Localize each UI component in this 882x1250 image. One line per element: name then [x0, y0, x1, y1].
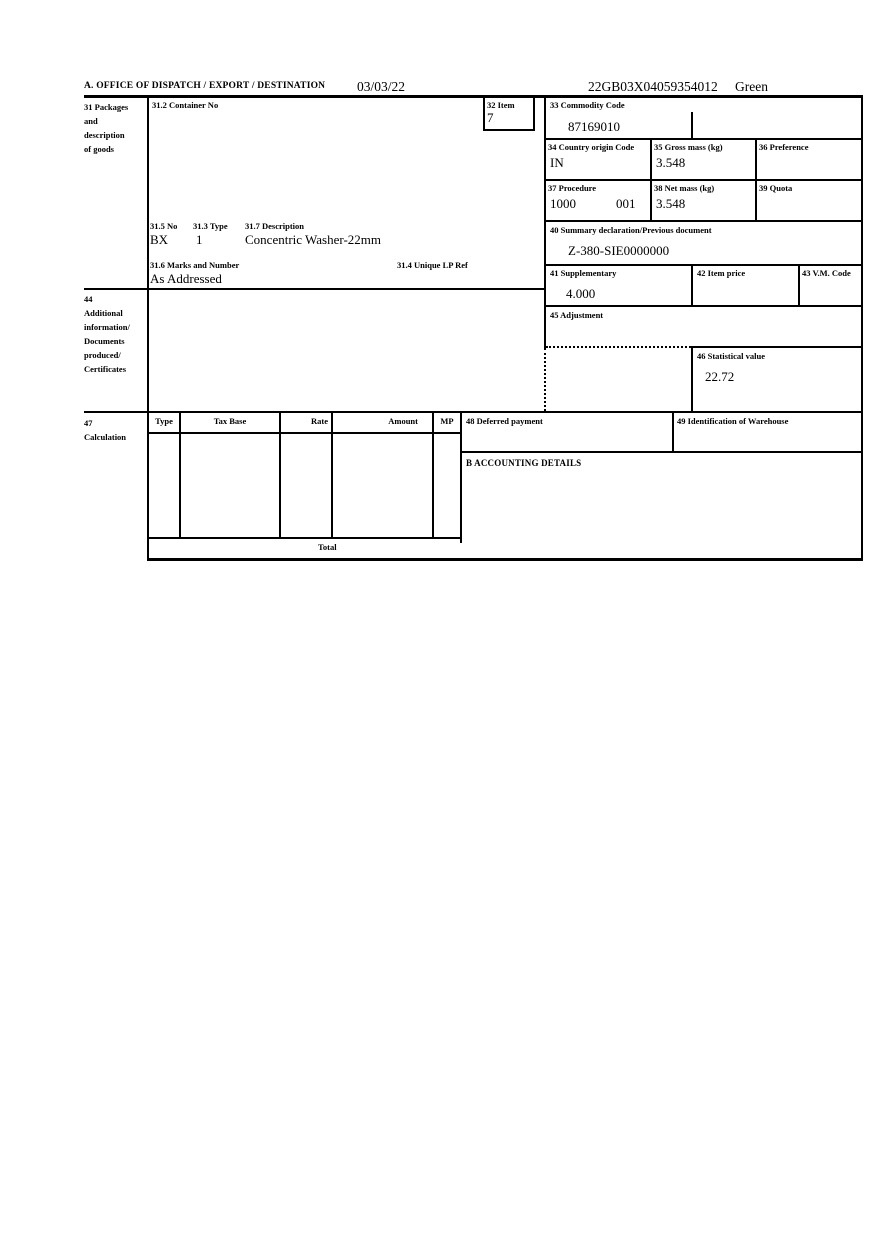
grid-line [691, 264, 693, 307]
box47-calculation-label: 47 Calculation [84, 418, 127, 442]
box31-6-marks-label: 31.6 Marks and Number [150, 260, 240, 270]
box35-gross-mass-label: 35 Gross mass (kg) [654, 142, 723, 152]
grid-line [755, 138, 757, 222]
box33-commodity-value: 87169010 [568, 119, 620, 134]
box31-4-lp-ref-label: 31.4 Unique LP Ref [397, 260, 468, 270]
box31-5-no-label: 31.5 No [150, 221, 178, 231]
grid-line [84, 411, 863, 413]
declaration-reference: 22GB03X04059354012 [588, 79, 718, 94]
calc-header-tax-base: Tax Base [213, 416, 247, 426]
box31-packages-label: 31 Packages and description of goods [84, 102, 129, 154]
box31-5-no-value: BX [150, 232, 169, 247]
box31-7-description-label: 31.7 Description [245, 221, 305, 231]
grid-line [533, 95, 535, 131]
grid-line [650, 138, 652, 222]
box38-net-mass-value: 3.548 [656, 196, 686, 211]
box32-item-value: 7 [487, 110, 494, 125]
grid-line [331, 411, 333, 539]
calc-total-label: Total [318, 542, 337, 552]
box31-3-type-value: 1 [196, 232, 203, 247]
box38-net-mass-label: 38 Net mass (kg) [654, 183, 715, 193]
grid-line [432, 411, 434, 539]
box31-2-container-label: 31.2 Container No [152, 100, 219, 110]
box49-warehouse-label: 49 Identification of Warehouse [677, 416, 789, 426]
grid-line [691, 346, 863, 348]
box43-vm-code-label: 43 V.M. Code [802, 268, 851, 278]
calc-header-type: Type [155, 416, 173, 426]
grid-line [544, 95, 546, 348]
box46-statistical-value-label: 46 Statistical value [697, 351, 765, 361]
box44-additional-info-label: 44 Additional information/ Documents produced/ Certificates [84, 294, 130, 374]
box40-summary-label: 40 Summary declaration/Previous document [550, 225, 712, 235]
box37-procedure-value: 1000 001 [550, 196, 636, 211]
box34-origin-value: IN [550, 155, 564, 170]
accounting-details-label: B ACCOUNTING DETAILS [466, 458, 582, 468]
box32-item-label: 32 Item [487, 100, 515, 110]
grid-line [148, 432, 462, 434]
box37-procedure-label: 37 Procedure [548, 183, 597, 193]
office-of-dispatch-title: A. OFFICE OF DISPATCH / EXPORT / DESTINATION [84, 81, 326, 91]
box39-quota-label: 39 Quota [759, 183, 793, 193]
grid-line [279, 411, 281, 539]
calc-header-mp: MP [440, 416, 454, 426]
box41-supplementary-value: 4.000 [566, 286, 596, 301]
box45-adjustment-label: 45 Adjustment [550, 310, 604, 320]
box35-gross-mass-value: 3.548 [656, 155, 686, 170]
grid-line [691, 346, 693, 413]
box46-statistical-value: 22.72 [705, 369, 735, 384]
box31-7-description-value: Concentric Washer-22mm [245, 232, 381, 247]
box36-preference-label: 36 Preference [759, 142, 809, 152]
grid-line [544, 305, 863, 307]
grid-line [861, 95, 863, 561]
grid-line [461, 451, 863, 453]
box40-summary-value: Z-380-SIE0000000 [568, 243, 670, 258]
box31-3-type-label: 31.3 Type [193, 221, 228, 231]
box33-commodity-label: 33 Commodity Code [550, 100, 625, 110]
grid-line [460, 411, 462, 543]
routing-status: Green [735, 79, 768, 94]
dotted-grid-line [544, 348, 546, 411]
box48-deferred-payment-label: 48 Deferred payment [466, 416, 543, 426]
grid-line [544, 264, 863, 266]
box34-origin-label: 34 Country origin Code [548, 142, 635, 152]
grid-line [544, 138, 863, 140]
grid-line [179, 411, 181, 539]
grid-line [148, 558, 863, 561]
box42-item-price-label: 42 Item price [697, 268, 746, 278]
grid-line [544, 220, 863, 222]
grid-line [147, 95, 149, 561]
grid-line [544, 179, 863, 181]
grid-line [84, 95, 863, 98]
grid-line [84, 288, 546, 290]
calc-header-amount: Amount [388, 416, 418, 426]
grid-line [148, 537, 462, 539]
grid-line [672, 411, 674, 453]
grid-line [798, 264, 800, 307]
dotted-grid-line [546, 346, 691, 348]
grid-line [483, 95, 485, 131]
box31-6-marks-value: As Addressed [150, 271, 222, 286]
grid-line [691, 112, 693, 140]
box41-supplementary-label: 41 Supplementary [550, 268, 617, 278]
calc-header-rate: Rate [311, 416, 328, 426]
dispatch-date: 03/03/22 [357, 79, 406, 94]
grid-line [483, 129, 535, 131]
